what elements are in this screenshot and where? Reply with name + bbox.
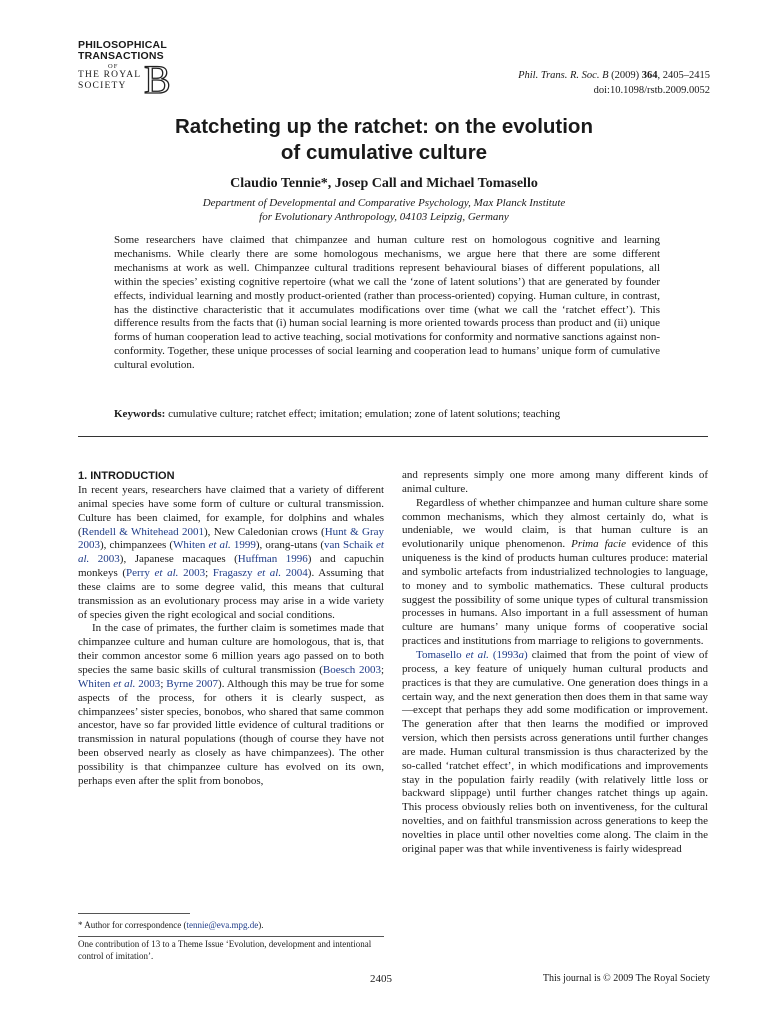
citation-link[interactable]: Whiten et al. 1999 xyxy=(173,539,256,552)
svg-text:B: B xyxy=(144,62,171,96)
citation-link[interactable]: Hunt & Gray 2003 xyxy=(78,525,384,552)
citation-link[interactable]: Boesch 2003 xyxy=(322,663,381,676)
footnote-theme-issue: One contribution of 13 to a Theme Issue ‘Evolution, development and intentional control of imitation’. xyxy=(78,939,372,961)
paragraph: In the case of primates, the further claim is sometimes made that chimpanzee culture and human culture are homologous, that is, that their common ancestor some 6 million years ago passed on to both species the same basic skills of cultural transmission (Boesch 2003; Whiten et al. 2003; Byrne 2007). Although this may be true for some aspects of the process, for others it is clearly suspect, as chimpanzees’ sister species, bonobos, who shared that same common ancestor, have so far provided little evidence of cultural traditions or transmission in natural populations (though of course they have not been observed nearly as closely as have chimpanzees). The other possibility is that chimpanzee culture has evolved on its own, perhaps even after the split from bonobos, xyxy=(78,622,385,787)
article-title xyxy=(60,114,708,166)
affiliation-line-1: Department of Developmental and Comparative Psychology, Max Planck Institute xyxy=(202,197,566,209)
doi[interactable]: doi:10.1098/rstb.2009.0052 xyxy=(593,85,710,96)
logo-line-the-royal: THE ROYAL xyxy=(78,70,142,80)
keywords-list: cumulative culture; ratchet effect; imitation; emulation; zone of latent solutions; teaching xyxy=(165,408,561,420)
right-column xyxy=(402,469,708,857)
citation-volume: 364 xyxy=(641,70,658,81)
citation-link[interactable]: Whiten et al. 2003 xyxy=(78,677,161,690)
citation-block xyxy=(518,68,710,98)
logo-line-of: OF xyxy=(108,63,119,70)
logo-line-transactions: TRANSACTIONS xyxy=(78,50,164,62)
section-heading: 1. INTRODUCTION xyxy=(78,470,175,482)
affiliation xyxy=(60,196,708,224)
logo-line-philosophical: PHILOSOPHICAL xyxy=(78,39,167,51)
left-column xyxy=(78,469,384,789)
logo-line-society: SOCIETY xyxy=(78,81,127,91)
footnote-divider xyxy=(78,913,190,914)
page-number: 2405 xyxy=(370,973,392,985)
paragraph: Tomasello et al. (1993a) claimed that from the point of view of process, a key feature of uniquely human cultural products and practices is that they are cumulative. One generation does things in a certain way, and the next generation then does them in that same way—except that perhaps they add some modification or improvement. The generation after that then learns the modified or improved version, which then persists across generations until further changes are made. Human cultural transmission is thus characterized by the so-called ‘ratchet effect’, in which modifications and improvements stay in the population fairly readily (with relatively little loss or backward slippage) until further changes ratchet things up again. This process obviously relies both on inventiveness, for the cultural novelties, and on faithful transmission across generations to keep the novelties in place until other novelties come along. The claim in the original paper was that while inventiveness is fairly widespread xyxy=(402,648,709,855)
keywords-label: Keywords: xyxy=(114,408,166,420)
keywords xyxy=(114,408,714,420)
affiliation-line-2: for Evolutionary Anthropology, 04103 Leipzig, Germany xyxy=(259,211,509,223)
citation-link[interactable]: Huffman 1996 xyxy=(237,553,308,566)
footnote-divider xyxy=(78,936,384,937)
divider xyxy=(78,436,708,437)
citation-link[interactable]: van Schaik et al. 2003 xyxy=(78,539,384,566)
citation-link[interactable]: Byrne 2007 xyxy=(166,677,219,690)
citation-pages: , 2405–2415 xyxy=(657,70,710,81)
citation-link[interactable]: Perry et al. 2003 xyxy=(126,567,206,580)
citation-link[interactable]: Tomasello et al. (1993a) xyxy=(416,648,528,661)
citation-link[interactable]: Fragaszy et al. 2004 xyxy=(212,567,308,580)
title-line-2: of cumulative culture xyxy=(280,141,488,164)
paragraph: and represents simply one more among many different kinds of animal culture. xyxy=(402,469,708,495)
logo-b-icon xyxy=(142,62,178,96)
copyright: This journal is © 2009 The Royal Society xyxy=(542,973,710,984)
email-link[interactable]: tennie@eva.mpg.de xyxy=(186,920,259,930)
abstract: Some researchers have claimed that chimpanzee and human culture rest on homologous cognitive and learning mechanisms. While clearly there are some homologous mechanisms, we argue here that there are some different mechanisms at work as well. Chimpanzee cultural traditions represent behavioural biases of different populations, all within the species’ existing cognitive repertoire (what we call the ‘zone of latent solutions’) that are generated by founder effects, individual learning and mostly product-oriented (rather than process-oriented) copying. Human culture, in contrast, has the distinctive characteristic that it accumulates modifications over time (what we call the ‘ratchet effect’). This difference results from the facts that (i) human social learning is more oriented towards process than product and (ii) unique forms of human cooperation lead to active teaching, social motivations for conformity and normative sanctions against non-conformity. Together, these unique processes of social learning and cooperation lead to humans’ unique form of cumulative cultural evolution. xyxy=(114,234,660,372)
footnote-correspondence: * Author for correspondence (tennie@eva.mpg.de). xyxy=(78,920,264,930)
citation-link[interactable]: Rendell & Whitehead 2001 xyxy=(81,525,204,538)
citation-year: (2009) xyxy=(608,70,642,81)
authors: Claudio Tennie*, Josep Call and Michael Tomasello xyxy=(230,176,538,191)
paragraph: Regardless of whether chimpanzee and human culture share some common mechanisms, which they almost certainly do, what is undeniable, we would claim, is that human culture is an evolutionarily unique phenomenon. Prima facie evidence of this uniqueness is the kind of products human cultures produce: material and symbolic artefacts from industrialized technologies to language, to money and to symbolic mathematics. These cultural products suggest the possibility of some unique types of cultural transmission processes in humans. Also important in a full assessment of human culture are humans’ many unique forms of cooperative social practices and institutions from marriage to religions to governments. xyxy=(402,496,708,648)
citation-line xyxy=(518,68,710,83)
journal-name: Phil. Trans. R. Soc. B xyxy=(518,70,609,81)
paragraph: In recent years, researchers have claimed that a variety of different animal species have some form of culture or cultural transmission. Culture has been claimed, for example, for dolphins and whales (Rendell & Whitehead 2001), New Caledonian crows (Hunt & Gray 2003), chimpanzees (Whiten et al. 1999), orang-utans (van Schaik et al. 2003), Japanese macaques (Huffman 1996) and capuchin monkeys (Perry et al. 2003; Fragaszy et al. 2004). Assuming that these claims are to some degree valid, this means that cultural transmission as an evolutionary process may arise in a wide variety of species given the right ecological and social conditions. xyxy=(78,484,385,621)
journal-logo xyxy=(78,40,178,98)
title-line-1: Ratcheting up the ratchet: on the evolution xyxy=(175,115,593,138)
